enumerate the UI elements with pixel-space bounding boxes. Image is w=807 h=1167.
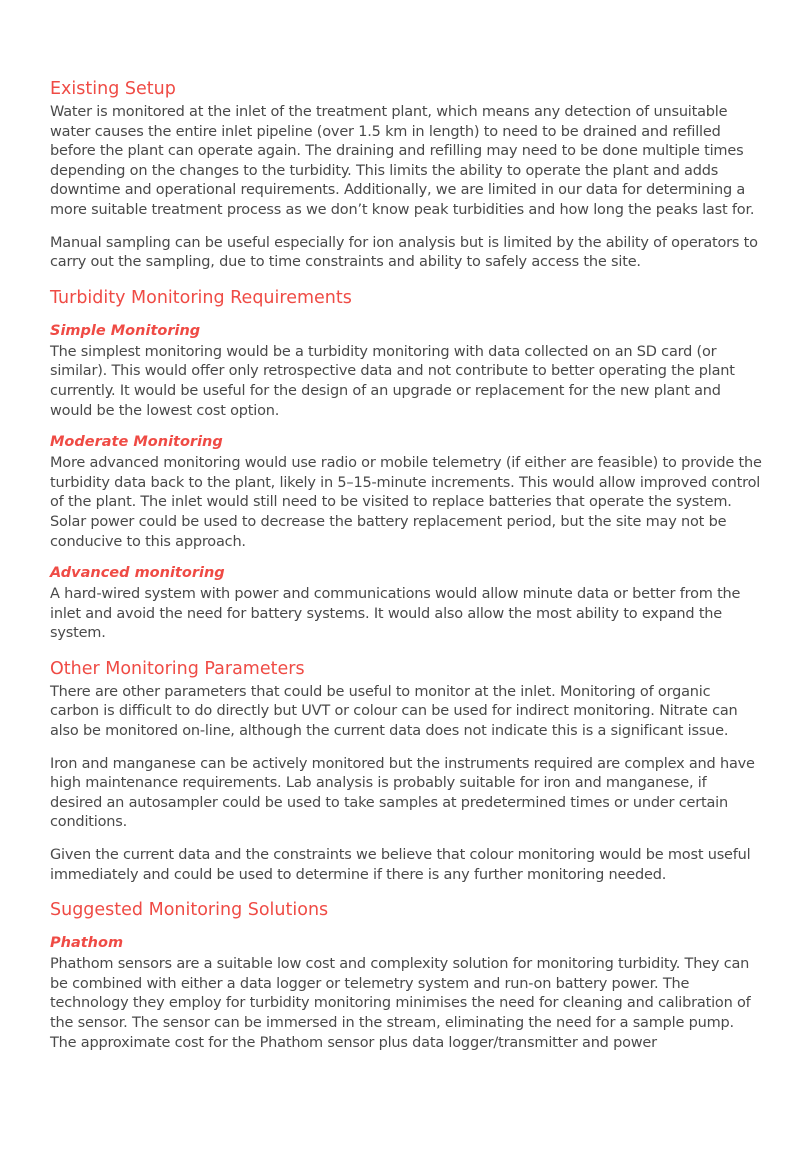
paragraph-other-3: Given the current data and the constraints we believe that colour monitoring would be most useful immediately and could be used to determine if there is any further monitoring needed. <box>50 847 751 883</box>
paragraph-existing-setup-1: Water is monitored at the inlet of the treatment plant, which means any detection of unsuitable water causes the entire inlet pipeline (over 1.5 km in length) to need to be drained and refilled before the plant can operate again. The draining and refilling may need to be done multiple times depending on the changes to the turbidity. This limits the ability to operate the plant and adds downtime and operational requirements. Additionally, we are limited in our data for determining a more suitable treatment process as we don’t know peak turbidities and how long the peaks last for. <box>50 104 755 218</box>
heading-existing-setup: Existing Setup <box>50 79 176 99</box>
paragraph-advanced-monitoring: A hard-wired system with power and communications would allow minute data or better from the inlet and avoid the need for battery systems. It would also allow the most ability to expand the system. <box>50 586 741 642</box>
subheading-simple-monitoring: Simple Monitoring <box>50 322 201 339</box>
paragraph-other-1: There are other parameters that could be useful to monitor at the inlet. Monitoring of organic carbon is difficult to do directly but UVT or colour can be used for indirect monitoring. Nitrate can also be monitored on-line, although the current data does not indicate this is a significant issue. <box>50 683 738 740</box>
heading-other-parameters: Other Monitoring Parameters <box>50 658 305 679</box>
paragraph-other-2: Iron and manganese can be actively monitored but the instruments required are complex and have high maintenance requirements. Lab analysis is probably suitable for iron and manganese, if desired an autosampler could be used to take samples at predetermined times or under certain conditions. <box>50 755 755 831</box>
subheading-moderate-monitoring: Moderate Monitoring <box>50 434 223 451</box>
subheading-phathom: Phathom <box>50 935 124 952</box>
paragraph-existing-setup-2: Manual sampling can be useful especially for ion analysis but is limited by the ability of operators to carry out the sampling, due to time constraints and ability to safely access the site. <box>50 234 758 271</box>
paragraph-moderate-monitoring: More advanced monitoring would use radio or mobile telemetry (if either are feasible) to provide the turbidity data back to the plant, likely in 5–15-minute increments. This would allow improved control of the plant. The inlet would still need to be visited to replace batteries that operate the system. Solar power could be used to decrease the battery replacement period, but the site may not be conducive to this approach. <box>50 455 762 550</box>
heading-suggested-solutions: Suggested Monitoring Solutions <box>50 900 329 921</box>
paragraph-phathom: Phathom sensors are a suitable low cost and complexity solution for monitoring turbidity. They can be combined with either a data logger or telemetry system and run-on battery power. The technology they employ for turbidity monitoring minimises the need for cleaning and calibration of the sensor. The sensor can be immersed in the stream, eliminating the need for a sample pump. The approximate cost for the Phathom sensor plus data logger/transmitter and power <box>50 956 751 1051</box>
subheading-advanced-monitoring: Advanced monitoring <box>50 565 225 582</box>
heading-turbidity-requirements: Turbidity Monitoring Requirements <box>50 287 352 308</box>
paragraph-simple-monitoring: The simplest monitoring would be a turbidity monitoring with data collected on an SD card (or similar). This would offer only retrospective data and not contribute to better operating the plant currently. It would be useful for the design of an upgrade or replacement for the new plant and would be the lowest cost option. <box>50 343 735 419</box>
document-page <box>50 78 762 1053</box>
